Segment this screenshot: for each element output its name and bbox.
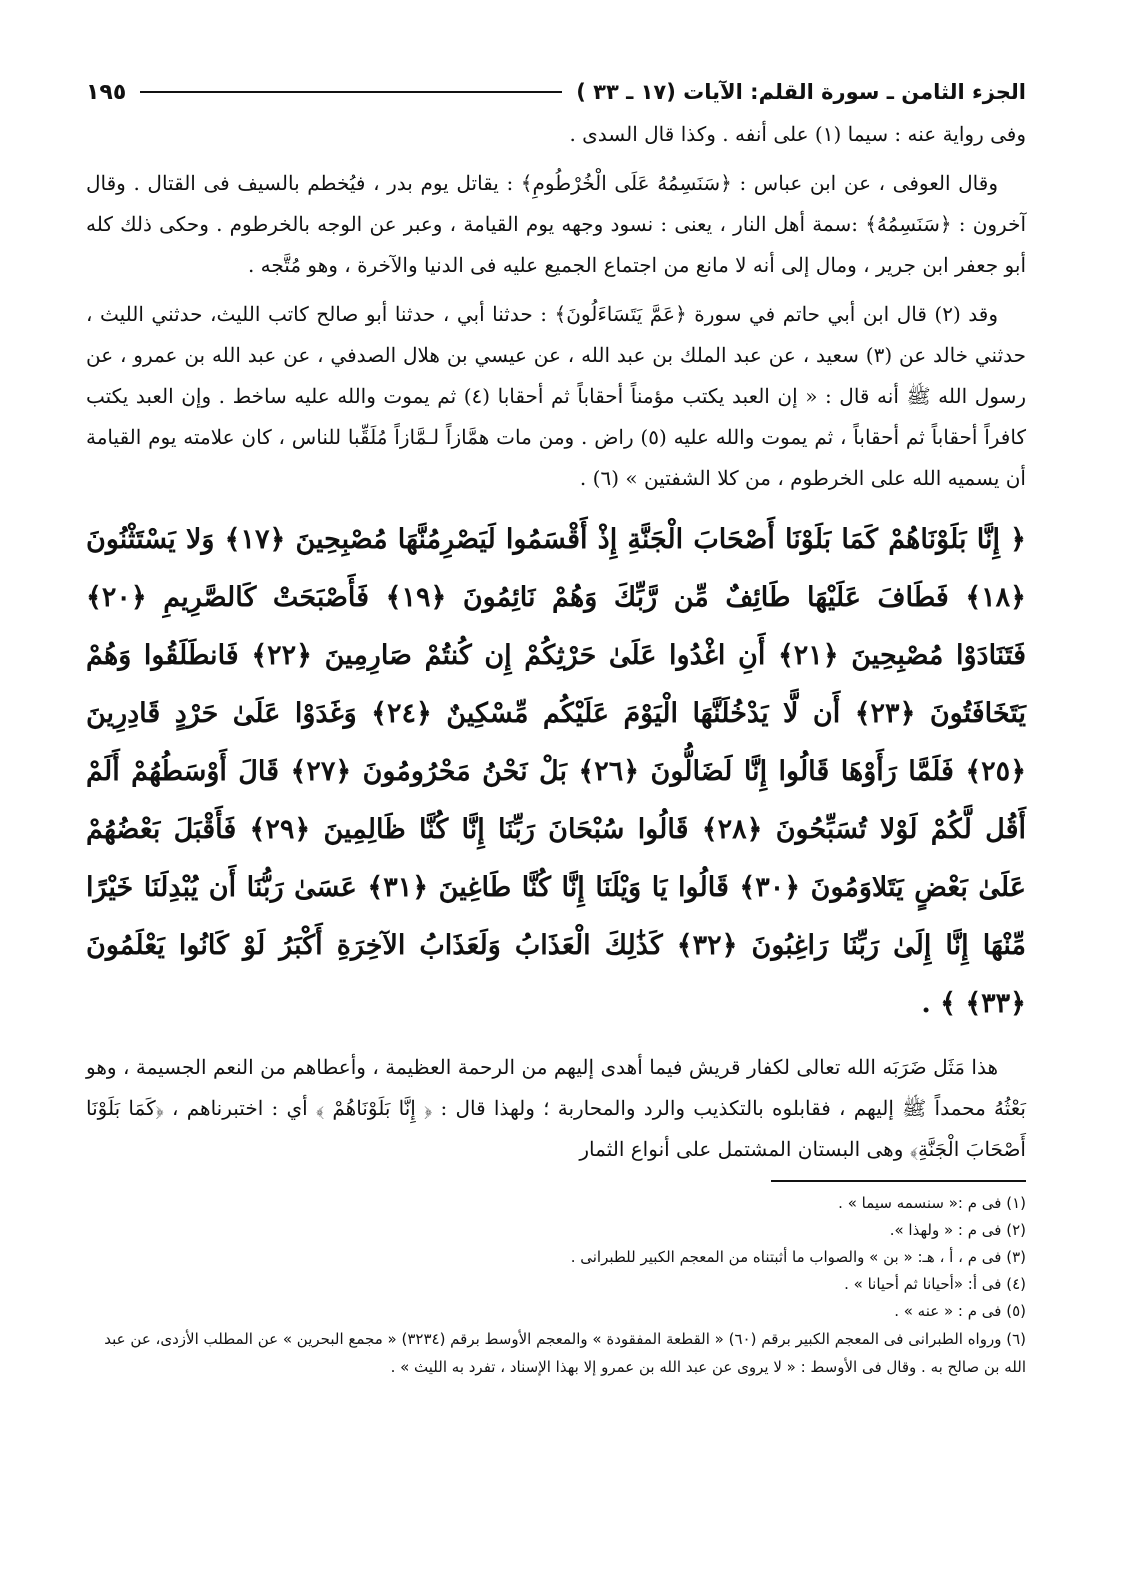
running-header (86, 70, 1026, 114)
footnote-2: (٢) فى م : « ولهذا ». (889, 1221, 1026, 1239)
footnote-5: (٥) فى م : « عنه » . (894, 1302, 1026, 1320)
paragraph-riwaya: وفى رواية عنه : سيما (١) على أنفه . وكذا قال السدى . (569, 122, 1026, 146)
footnote-separator (771, 1180, 1026, 1182)
page-number: ١٩٥ (86, 79, 127, 105)
header-title: الجزء الثامن ـ سورة القلم: الآيات (١٧ ـ ٣٣ ) (576, 80, 1026, 104)
quran-verses: ﴿ إِنَّا بَلَوْنَاهُمْ كَمَا بَلَوْنَا أَصْحَابَ الْجَنَّةِ إِذْ أَقْسَمُوا لَيَصْرِمُنَّهَا مُصْبِحِينَ ﴿١٧﴾ وَلا يَسْتَثْنُونَ ﴿١٨﴾ فَطَافَ عَلَيْهَا طَائِفٌ مِّن رَّبِّكَ وَهُمْ نَائِمُونَ ﴿١٩﴾ فَأَصْبَحَتْ كَالصَّرِيمِ ﴿٢٠﴾ فَتَنَادَوْا مُصْبِحِينَ ﴿٢١﴾ أَنِ اغْدُوا عَلَىٰ حَرْثِكُمْ إِن كُنتُمْ صَارِمِينَ ﴿٢٢﴾ فَانطَلَقُوا وَهُمْ يَتَخَافَتُونَ ﴿٢٣﴾ أَن لَّا يَدْخُلَنَّهَا الْيَوْمَ عَلَيْكُم مِّسْكِينٌ ﴿٢٤﴾ وَغَدَوْا عَلَىٰ حَرْدٍ قَادِرِينَ ﴿٢٥﴾ فَلَمَّا رَأَوْهَا قَالُوا إِنَّا لَضَالُّونَ ﴿٢٦﴾ بَلْ نَحْنُ مَحْرُومُونَ ﴿٢٧﴾ قَالَ أَوْسَطُهُمْ أَلَمْ أَقُل لَّكُمْ لَوْلا تُسَبِّحُونَ ﴿٢٨﴾ قَالُوا سُبْحَانَ رَبِّنَا إِنَّا كُنَّا ظَالِمِينَ ﴿٢٩﴾ فَأَقْبَلَ بَعْضُهُمْ عَلَىٰ بَعْضٍ يَتَلاوَمُونَ ﴿٣٠﴾ قَالُوا يَا وَيْلَنَا إِنَّا كُنَّا طَاغِينَ ﴿٣١﴾ عَسَىٰ رَبُّنَا أَن يُبْدِلَنَا خَيْرًا مِّنْهَا إِنَّا إِلَىٰ رَبِّنَا رَاغِبُونَ ﴿٣٢﴾ كَذَٰلِكَ الْعَذَابُ وَلَعَذَابُ الآخِرَةِ أَكْبَرُ لَوْ كَانُوا يَعْلَمُونَ ﴿٣٣﴾ ﴾ . (86, 524, 1027, 1019)
footnote-1: (١) فى م :« سنسمه سيما » . (838, 1194, 1026, 1212)
footnote-3: (٣) فى م ، أ ، هـ: « بن » والصواب ما أثبتناه من المعجم الكبير للطبرانى . (570, 1248, 1026, 1266)
paragraph-hadith: وقد (٢) قال ابن أبي حاتم في سورة ﴿عَمَّ يَتَسَاءَلُونَ﴾ : حدثنا أبي ، حدثنا أبو صالح كاتب الليث، حدثني الليث ، حدثني خالد عن (٣) سعيد ، عن عبد الملك بن عبد الله ، عن عيسي بن هلال الصدفي ، عن عبد الله بن عمرو ، عن رسول الله ﷺ أنه قال : « إن العبد يكتب مؤمناً أحقاباً ثم أحقابا (٤) ثم يموت والله عليه ساخط . وإن العبد يكتب كافراً أحقاباً ثم أحقاباً ، ثم يموت والله عليه (٥) راض . ومن مات همَّازاً لـمَّازاً مُلَقِّبا للناس ، كان علامته يوم القيامة أن يسميه الله على الخرطوم ، من كلا الشفتين » (٦) . (86, 302, 1026, 490)
footnote-4: (٤) فى أ: «أحيانا ثم أحيانا » . (844, 1275, 1026, 1293)
book-page (86, 70, 1026, 1381)
paragraph-commentary: هذا مَثَل ضَرَبَه الله تعالى لكفار قريش فيما أهدى إليهم من الرحمة العظيمة ، وأعطاهم من النعم الجسيمة ، وهو بَعْثُهُ محمداً ﷺ إليهم ، فقابلوه بالتكذيب والرد والمحاربة ؛ ولهذا قال : ﴿ إِنَّا بَلَوْنَاهُمْ ﴾ أي : اختبرناهم ، ﴿كَمَا بَلَوْنَا أَصْحَابَ الْجَنَّةِ﴾ وهى البستان المشتمل على أنواع الثمار (86, 1055, 1026, 1161)
paragraph-awfi: وقال العوفى ، عن ابن عباس : ﴿سَنَسِمُهُ عَلَى الْخُرْطُومِ﴾ : يقاتل يوم بدر ، فيُخطم بالسيف فى القتال . وقال آخرون : ﴿سَنَسِمُهُ﴾ :سمة أهل النار ، يعنى : نسود وجهه يوم القيامة ، وعبر عن الوجه بالخرطوم . وحكى ذلك كله أبو جعفر ابن جرير ، ومال إلى أنه لا مانع من اجتماع الجميع عليه فى الدنيا والآخرة ، وهو مُتَّجه . (86, 171, 1026, 277)
footnote-6: (٦) ورواه الطبرانى فى المعجم الكبير برقم (٦٠) « القطعة المفقودة » والمعجم الأوسط برقم (٣٢٣٤) « مجمع البحرين » عن المطلب الأزدى، عن عبد الله بن صالح به . وقال فى الأوسط : « لا يروى عن عبد الله بن عمرو إلا بهذا الإسناد ، تفرد به الليث » . (104, 1330, 1026, 1376)
header-rule (140, 91, 562, 93)
footnotes (86, 1190, 1026, 1381)
